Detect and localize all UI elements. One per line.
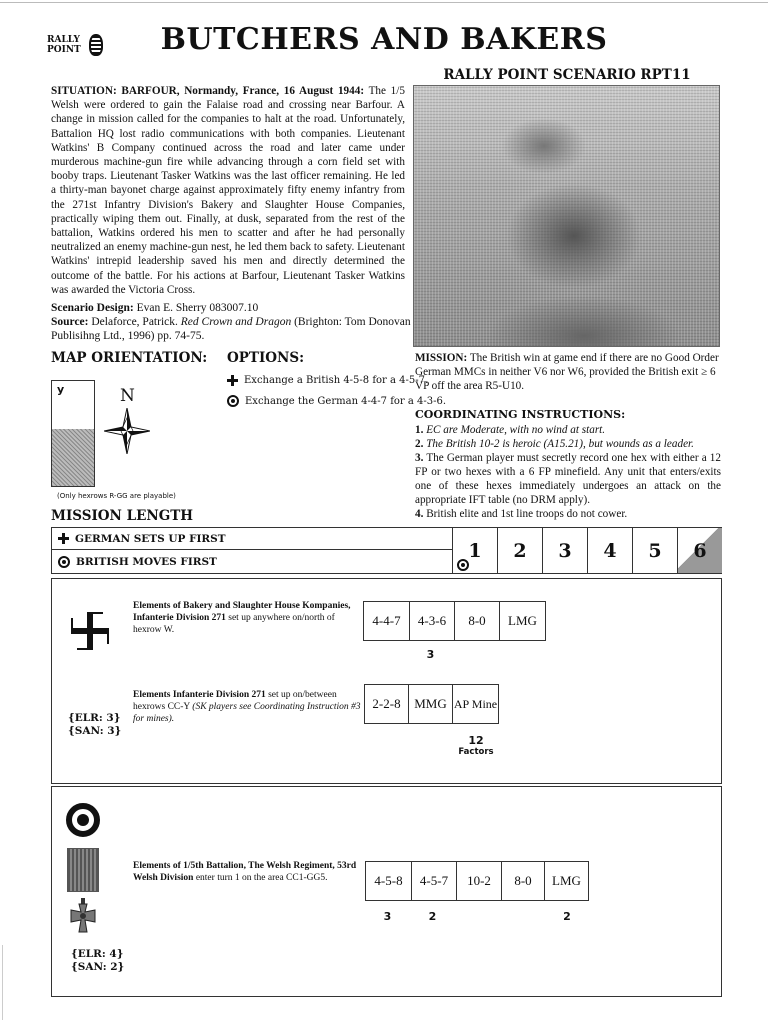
list-item: 3. The German player must secretly record one hex with either a 12 FP or two hexes with a 6 FP minefield. Any unit that enters/exits one of these hexes immediately undergoes an attack on the appropriate IFT table (no DRM apply). [415, 452, 721, 506]
turn-cell: 2 [497, 528, 542, 573]
raf-roundel-icon [66, 803, 100, 837]
north-label: N [120, 386, 135, 406]
british-roundel-icon [58, 556, 70, 568]
german-setup-label: GERMAN SETS UP FIRST [75, 532, 226, 545]
situation-text [51, 84, 405, 297]
playable-area [52, 429, 94, 486]
german-cross-icon [227, 375, 238, 386]
counter-cell: AP Mine [452, 685, 498, 723]
situation-place: BARFOUR, Normandy, France, 16 August 1944: [121, 85, 365, 97]
counter-cell: 4-5-7 [411, 862, 456, 900]
german-elr-san [68, 712, 121, 738]
option-german [227, 375, 428, 386]
turn-cell: 5 [632, 528, 677, 573]
situation-body: The 1/5 Welsh were ordered to gain the Falaise road and crossing near Barfour. A change in mission called for the companies to halt at the road. Unfortunately, Battalion HQ lost radio communications with both companies. Lieutenant Watkins' B Company continued across the road and later came under murderous machine-gun fire while advancing through a corn field set with booby traps. Lieutenant Tasker Watkins was the last officer remaining. He led a thirty-man bayonet charge against approximately fifty enemy infantry from the 271st Infantry Division's Bakery and Slaughter House Companies, practically wiping them out. Finally, at dusk, separated from the rest of the battalion, Watkins ordered his men to scatter and after he had personally neutralized an enemy machine-gun nest, he led them back to safety. Lieutenant Watkins' intrepid leadership saved his men and directly determined the outcome of the battle. For his actions at Barfour, Lieutenant Tasker Watkins was awarded the Victoria Cross. [51, 85, 405, 296]
page-title: BUTCHERS AND BAKERS [160, 22, 608, 57]
option-british [227, 395, 446, 407]
coordinating-list [415, 423, 721, 521]
counter-cell: MMG [408, 685, 452, 723]
turn-cells [452, 528, 722, 573]
situation-label: SITUATION: [51, 85, 117, 97]
option-british-text: Exchange the German 4-4-7 for a 4-3-6. [245, 395, 447, 407]
german-group2-counters [364, 684, 499, 724]
soldiers-photo [413, 85, 720, 347]
turn-record-track [51, 527, 722, 574]
counter-cell: 8-0 [501, 862, 544, 900]
list-item: 2. The British 10-2 is heroic (A15.21), but wounds as a leader. [415, 438, 694, 450]
british-moves-row [52, 551, 452, 573]
british-elr: {ELR: 4} [71, 948, 124, 960]
german-cross-icon [58, 533, 69, 544]
german-group1-counters [363, 601, 546, 641]
scan-edge [2, 945, 3, 1020]
german-setup-row [52, 528, 452, 550]
source-label: Source: [51, 316, 89, 328]
british-group1-desc: Elements of 1/5th Battalion, The Welsh Regiment, 53rd Welsh Division enter turn 1 on the area CC1-GG5. [133, 861, 357, 883]
counter-count: 3 [426, 648, 435, 661]
design-label: Scenario Design: [51, 302, 134, 314]
option-german-text: Exchange a British 4-5-8 for a 4-5-7. [244, 375, 429, 386]
source-pre: Delaforce, Patrick. [91, 316, 178, 328]
turn-cell: 1 [452, 528, 497, 573]
options-heading: OPTIONS: [227, 350, 305, 366]
counter-cell: 4-4-7 [372, 613, 401, 628]
design-credits [51, 301, 411, 343]
mission-text [415, 351, 721, 393]
german-cross-icon [71, 612, 109, 650]
turn-cell-end: 6 [677, 528, 722, 573]
design-value: Evan E. Sherry 083007.10 [136, 302, 259, 314]
map-board-diagram [51, 380, 95, 487]
map-orientation-heading: MAP ORIENTATION: [51, 350, 208, 366]
map-note: (Only hexrows R-GG are playable) [57, 492, 176, 500]
mission-body: The British win at game end if there are no Good Order German MMCs in neither V6 nor W6, provided the British exit ≥ 6 VP off the area R5-U10. [415, 352, 719, 392]
coordinating-heading: COORDINATING INSTRUCTIONS: [415, 408, 626, 421]
counter-count: 2 [428, 910, 437, 923]
counter-cell: 4-3-6 [409, 602, 454, 640]
scenario-id: RALLY POINT SCENARIO RPT11 [443, 67, 691, 83]
mine-factors: 12 Factors [458, 734, 494, 757]
victoria-cross-icon [69, 898, 97, 934]
british-roundel-icon [227, 395, 239, 407]
counter-cell: 4-5-8 [374, 873, 403, 888]
counter-count: 2 [563, 910, 571, 923]
counter-cell: LMG [544, 862, 588, 900]
list-item: 4. British elite and 1st line troops do not cower. [415, 508, 628, 520]
mission-label: MISSION: [415, 352, 468, 364]
british-roundel-icon [457, 559, 469, 571]
mission-length-heading: MISSION LENGTH [51, 508, 194, 524]
counter-cell: 8-0 [454, 602, 499, 640]
british-san: {SAN: 2} [71, 961, 125, 973]
german-san: {SAN: 3} [68, 725, 122, 737]
top-rule [0, 2, 768, 3]
board-letter: y [57, 383, 65, 396]
turn-cell: 4 [587, 528, 632, 573]
british-moves-label: BRITISH MOVES FIRST [76, 556, 217, 568]
logo-text: RALLY POINT [47, 35, 81, 55]
list-item: 1. EC are Moderate, with no wind at start. [415, 424, 606, 436]
source-title: Red Crown and Dragon [180, 316, 292, 328]
turn-cell: 3 [542, 528, 587, 573]
german-elr: {ELR: 3} [68, 712, 121, 724]
counter-count: 3 [383, 910, 392, 923]
compass-rose-icon [104, 408, 150, 454]
british-group1-counters [365, 861, 589, 901]
source-post: (Brighton: Tom Donovan Publisihng Ltd., 1996) pp. 74-75. [51, 316, 411, 342]
british-elr-san [71, 948, 124, 974]
medal-ribbon-icon [67, 848, 99, 892]
german-group1-desc: Elements of Bakery and Slaughter House Kompanies, Infanterie Division 271 set up anywhere on/north of hexrow W. [133, 601, 351, 635]
counter-cell: LMG [499, 602, 545, 640]
counter-cell: 2-2-8 [372, 696, 401, 711]
counter-cell: 10-2 [456, 862, 501, 900]
german-group2-desc: Elements Infanterie Division 271 set up on/between hexrows CC-Y (SK players see Coordinating Instruction #3 for mines). [133, 690, 361, 724]
